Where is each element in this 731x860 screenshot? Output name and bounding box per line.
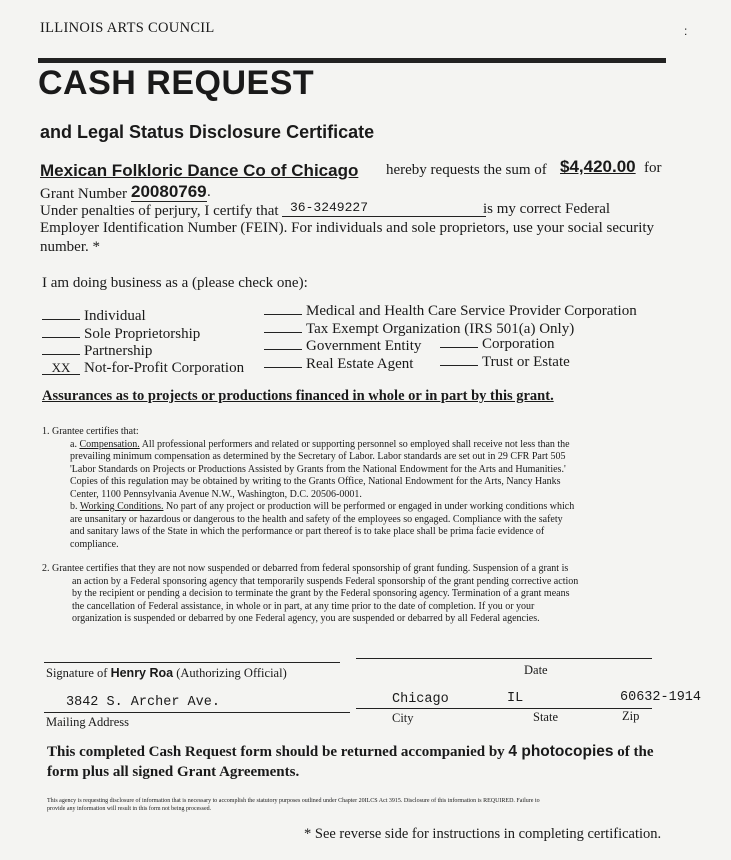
state-value: IL [507,691,524,706]
title-rule [38,58,666,63]
signature-label: Signature of Henry Roa (Authorizing Official) [46,666,287,680]
item-1-intro: 1. Grantee certifies that: [42,426,139,437]
fein-value: 36-3249227 [282,200,486,217]
item-2-line: by the recipient or pending a decision to terminate the grant by the Federal sponsoring agency. Termination of a grant means [72,588,570,599]
option-partnership[interactable]: Partnership [42,342,244,360]
city-label: City [392,711,414,725]
business-extra-options [440,335,570,370]
item-1b: b. Working Conditions. No part of any project or production will be performed or engaged in under working conditions which [70,501,575,512]
option-corporation[interactable]: Corporation [440,335,570,353]
item-1b-line: are unsanitary or hazardous or dangerous to the health and safety of the employees so engaged. Compliance with the safety [70,513,563,525]
state-label: State [533,710,558,724]
option-not-for-profit[interactable]: XX Not-for-Profit Corporation [42,360,244,377]
city-value: Chicago [392,692,449,707]
business-left-options [42,307,244,376]
corner-mark: : [684,24,688,38]
checkbox-blank[interactable] [264,355,302,368]
assurance-item-2 [42,563,578,626]
item-2-line: an action by a Federal sponsoring agency that temporarily suspends Federal sponsorship of the grant pending corrective action [72,575,579,587]
option-trust-estate[interactable]: Trust or Estate [440,353,570,371]
item-1a-line: Copies of this regulation may be obtained by writing to the Grants Office, National Endowment for the Arts, Nancy Hanks [70,476,561,487]
disclosure-notice: This agency is requesting disclosure of information that is necessary to accomplish the statutory purposes outlined under Chapter 20ILCS Act 3915. Disclosure of this information is REQUIRED. Failure to provide any information will result in this form not being processed. [47,798,540,812]
item-1b-line: compliance. [70,538,119,550]
item-2-line: 2. Grantee certifies that they are not now suspended or debarred from federal sponsorship of grant funding. Suspension of a grant is [42,563,569,574]
item-1a: a. Compensation. All professional performers and related or supporting personnel so employed shall receive not less than the [70,438,570,450]
fein-line-3: number. * [40,239,100,255]
option-real-estate[interactable]: Real Estate Agent [264,355,637,373]
return-instructions-line-1: This completed Cash Request form should be returned accompanied by 4 photocopies of the [47,743,654,760]
return-instructions-line-2: form plus all signed Grant Agreements. [47,764,300,780]
checkbox-blank[interactable] [264,302,302,315]
checkbox-blank[interactable] [42,325,80,338]
city-state-zip-line[interactable] [356,708,652,709]
option-sole-proprietorship[interactable]: Sole Proprietorship [42,325,244,343]
business-prompt: I am doing business as a (please check one): [42,275,308,291]
page-subtitle: and Legal Status Disclosure Certificate [40,122,375,142]
for-text: for [644,160,662,176]
option-individual[interactable]: Individual [42,307,244,325]
checkbox-blank[interactable] [440,335,478,348]
grant-number-label: Grant Number [40,186,128,202]
agency-name: ILLINOIS ARTS COUNCIL [40,20,215,36]
option-medical-corp[interactable]: Medical and Health Care Service Provider Corporation [264,302,637,320]
checkbox-blank[interactable] [264,320,302,333]
grant-number: 20080769 [131,182,207,201]
hereby-text: hereby requests the sum of [386,162,547,178]
item-1a-line: prevailing minimum compensation as determined by the Secretary of Labor. Labor standards are set out in 29 CFR Part 505 [70,451,566,462]
checkbox-checked[interactable]: XX [42,362,80,375]
checkbox-blank[interactable] [42,342,80,355]
item-2-line: organization is suspended or debarred by one Federal agency, you are suspended or debarred by all Federal agencies. [72,613,540,624]
item-1a-line: 'Labor Standards on Projects or Productions Assisted by Grants from the National Endowment for the Arts and Humanities.' [70,463,566,475]
mailing-address-label: Mailing Address [46,715,129,729]
mailing-address-line[interactable] [44,712,350,713]
option-government[interactable]: Government Entity [264,337,637,355]
perjury-text: Under penalties of perjury, I certify that [40,203,279,219]
signature-line[interactable] [44,662,340,663]
request-amount: $4,420.00 [560,157,636,176]
assurance-item-1 [42,426,574,551]
item-1a-line: Center, 1100 Pennsylvania Avenue N.W., Washington, D.C. 20506-0001. [70,488,362,500]
assurances-heading: Assurances as to projects or productions financed in whole or in part by this grant. [42,388,554,404]
item-1b-line: and sanitary laws of the State in which the performance or part thereof is to take place shall be prima facie evidence of [70,526,545,537]
reverse-side-note: * See reverse side for instructions in completing certification. [304,826,662,842]
checkbox-blank[interactable] [264,337,302,350]
grant-number-period: . [207,184,211,200]
zip-value: 60632-1914 [620,690,702,705]
date-line[interactable] [356,658,652,659]
checkbox-blank[interactable] [440,353,478,366]
checkbox-blank[interactable] [42,307,80,320]
fein-line-2: Employer Identification Number (FEIN). For individuals and sole proprietors, use your social security [40,220,655,236]
item-2-line: the cancellation of Federal assistance, in whole or in part, at any time prior to the date of completion. If you or your [72,600,535,612]
official-name: Henry Roa [110,666,174,680]
organization-name: Mexican Folkloric Dance Co of Chicago [40,161,359,180]
fein-suffix: is my correct Federal [483,201,611,217]
option-tax-exempt[interactable]: Tax Exempt Organization (IRS 501(a) Only) [264,320,637,338]
street-value: 3842 S. Archer Ave. [66,695,220,710]
date-label: Date [524,663,548,677]
zip-label: Zip [622,709,640,723]
page-title: CASH REQUEST [38,64,315,102]
